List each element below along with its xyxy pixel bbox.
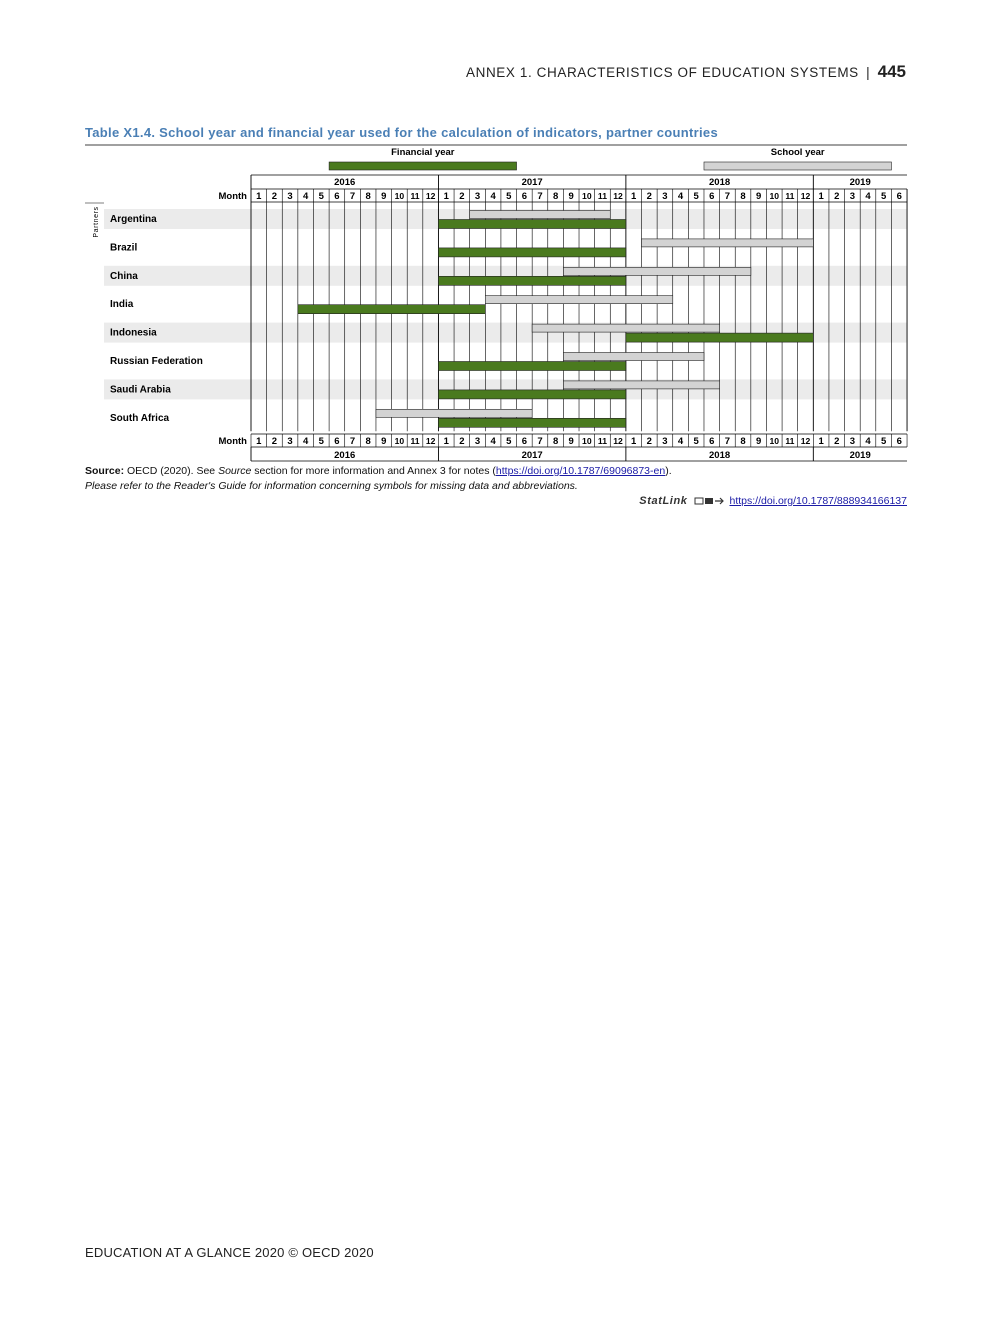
financial-year-bar [438,362,625,371]
year-label: 2017 [521,177,543,188]
school-year-bar [470,211,611,219]
month-number: 7 [724,191,731,202]
gantt-chart [0,0,992,470]
legend-school-label: School year [770,147,825,158]
month-number: 10 [582,191,592,201]
month-number: 2 [834,191,840,202]
financial-year-bar [626,333,813,342]
year-label: 2019 [849,177,871,188]
month-number-bottom: 8 [365,436,371,447]
readers-guide-note: Please refer to the Reader's Guide for information concerning symbols for missing data and abbreviations. [85,480,578,492]
statlink-logo-text: StatLink [639,495,688,507]
school-year-bar [563,267,750,275]
school-year-bar [642,239,814,247]
month-number-bottom: 2 [271,436,278,447]
month-number-bottom: 2 [646,436,652,447]
month-number-bottom: 10 [769,436,780,446]
month-number-bottom: 9 [756,436,762,447]
month-number-bottom: 1 [818,436,824,447]
month-number-bottom: 1 [443,436,449,447]
month-number-bottom: 12 [613,436,623,446]
month-number: 12 [613,191,623,201]
month-number: 2 [459,191,465,202]
year-label-bottom: 2017 [521,450,543,461]
month-number-bottom: 6 [896,436,902,447]
month-number-bottom: 11 [410,436,420,446]
month-number-bottom: 12 [425,436,436,446]
year-label-bottom: 2016 [334,450,356,461]
month-number: 6 [896,191,902,202]
month-number: 11 [597,191,607,201]
month-number-bottom: 4 [677,436,684,447]
month-number: 3 [849,191,856,202]
month-number: 4 [490,191,496,202]
month-number-bottom: 10 [394,436,405,446]
month-number: 9 [381,191,387,202]
month-number-bottom: 1 [631,436,637,447]
country-label: Argentina [110,214,157,225]
financial-year-bar [298,305,485,314]
month-number-bottom: 4 [303,436,309,447]
year-label-bottom: 2019 [849,450,871,461]
month-number: 8 [365,191,371,202]
school-year-bar [563,353,704,361]
source-note [85,465,672,477]
month-number: 8 [740,191,746,202]
month-number: 6 [709,191,715,202]
month-number: 3 [287,191,293,202]
month-number-bottom: 6 [521,436,527,447]
year-label-bottom: 2018 [709,450,731,461]
month-number-bottom: 8 [552,436,559,447]
month-number: 10 [394,191,405,201]
month-number-bottom: 9 [568,436,574,447]
month-number: 4 [677,191,684,202]
source-italic: Source [218,465,252,477]
group-label-partners: Partners [93,206,100,238]
source-link[interactable]: https://doi.org/10.1787/69096873-en [495,465,666,477]
month-number-bottom: 4 [490,436,496,447]
school-year-bar [485,296,672,304]
month-number: 8 [552,191,559,202]
table-title: Table X1.4. School year and financial year used for the calculation of indicators, partner countries [85,125,718,140]
source-text-end: ). [665,465,672,477]
month-number-bottom: 4 [865,436,871,447]
month-number-bottom: 1 [256,436,262,447]
month-label-bottom: Month [218,436,247,447]
legend-financial-label: Financial year [391,147,455,158]
month-number: 10 [769,191,780,201]
country-label: China [110,270,138,282]
legend-financial-swatch [329,162,516,170]
month-number-bottom: 7 [349,436,356,447]
month-number-bottom: 10 [582,436,592,446]
month-number-bottom: 7 [537,436,543,447]
month-number-bottom: 11 [597,436,607,446]
month-number: 5 [880,191,887,202]
month-number: 1 [443,191,449,202]
source-label: Source: [85,465,125,477]
school-year-bar [563,381,719,389]
month-number-bottom: 6 [709,436,715,447]
month-number: 6 [521,191,527,202]
month-number-bottom: 5 [880,436,887,447]
month-number-bottom: 2 [834,436,840,447]
month-label: Month [218,191,247,202]
month-number-bottom: 6 [334,436,340,447]
month-number: 7 [349,191,356,202]
month-number: 5 [693,191,699,202]
page-footer: EDUCATION AT A GLANCE 2020 © OECD 2020 [85,1245,374,1260]
month-number: 1 [256,191,262,202]
month-number: 5 [318,191,324,202]
statlink-icon [694,496,724,506]
source-text-2: section for more information and Annex 3 for notes ( [251,465,496,477]
country-label: Indonesia [110,327,157,339]
month-number: 11 [785,191,795,201]
month-number: 2 [271,191,278,202]
running-title: ANNEX 1. CHARACTERISTICS OF EDUCATION SYSTEMS [465,65,859,80]
source-text-1: OECD (2020). See [124,465,219,477]
month-number-bottom: 5 [506,436,512,447]
month-number-bottom: 3 [849,436,856,447]
month-number: 1 [631,191,637,202]
month-number: 9 [568,191,574,202]
month-number-bottom: 2 [459,436,465,447]
month-number: 5 [506,191,512,202]
financial-year-bar [438,248,625,257]
month-number-bottom: 11 [785,436,795,446]
statlink-url[interactable]: https://doi.org/10.1787/888934166137 [729,495,907,507]
country-label: South Africa [110,412,170,424]
country-label: Saudi Arabia [110,384,171,396]
year-label: 2018 [709,177,731,188]
month-number-bottom: 5 [693,436,699,447]
school-year-bar [532,324,719,332]
statlink [639,495,907,507]
month-number: 9 [756,191,762,202]
month-number: 2 [646,191,652,202]
financial-year-bar [438,418,625,427]
month-number-bottom: 3 [662,436,668,447]
month-number: 4 [865,191,871,202]
month-number-bottom: 5 [318,436,324,447]
month-number: 12 [425,191,436,201]
legend-school-swatch [704,162,891,170]
month-number: 4 [303,191,309,202]
month-number: 1 [818,191,824,202]
financial-year-bar [438,390,625,399]
month-number-bottom: 8 [740,436,746,447]
country-label: Russian Federation [110,356,203,367]
month-number: 12 [800,191,811,201]
financial-year-bar [438,220,625,229]
month-number-bottom: 3 [287,436,293,447]
month-number-bottom: 9 [381,436,387,447]
month-number: 11 [410,191,420,201]
month-number-bottom: 3 [474,436,481,447]
month-number: 3 [662,191,668,202]
month-number: 7 [537,191,543,202]
year-label: 2016 [334,177,356,188]
financial-year-bar [438,276,625,285]
month-number: 3 [474,191,481,202]
month-number: 6 [334,191,340,202]
school-year-bar [376,409,532,417]
country-label: Brazil [110,242,138,254]
month-number-bottom: 12 [800,436,811,446]
country-label: India [110,299,134,311]
page-number: 445 [877,62,906,81]
month-number-bottom: 7 [724,436,731,447]
header-separator: | [866,65,871,80]
